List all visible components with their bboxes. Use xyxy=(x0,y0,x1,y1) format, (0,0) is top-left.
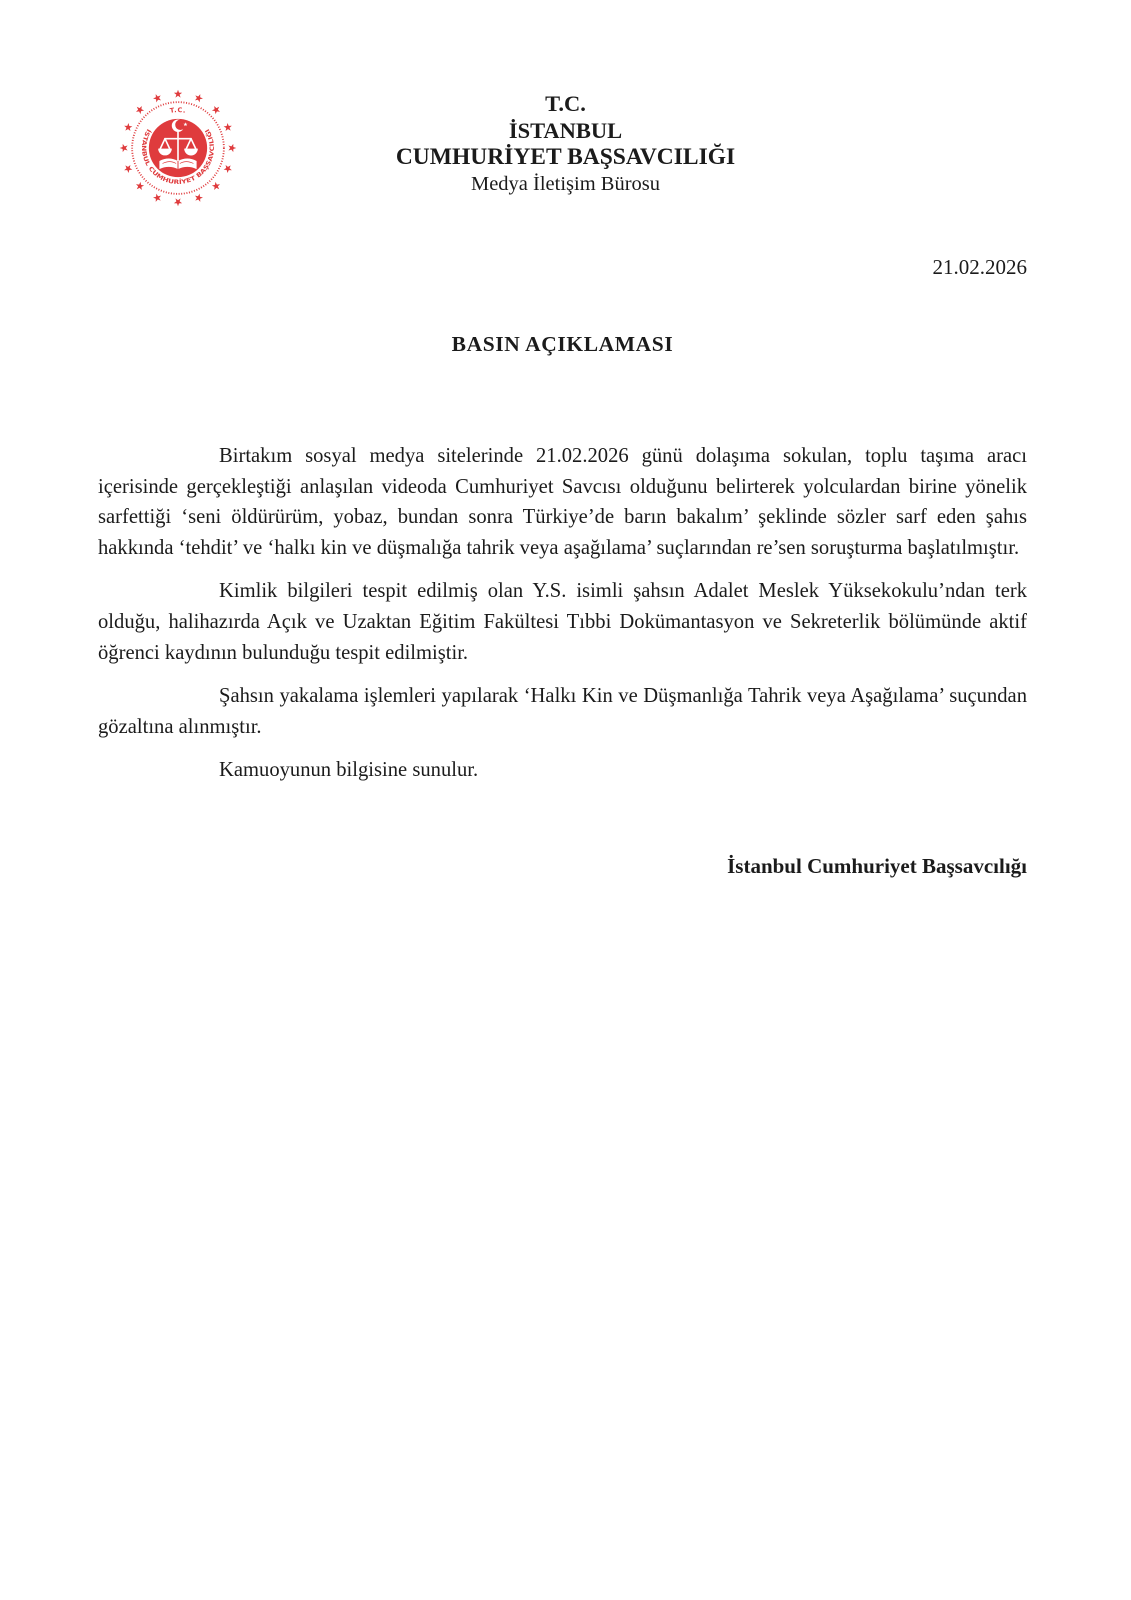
document-title: BASIN AÇIKLAMASI xyxy=(451,332,674,356)
seal-top-text-path: T.C. xyxy=(169,105,187,115)
seal-ring-text-path: İSTANBUL CUMHURİYET BAŞSAVCILIĞI xyxy=(140,127,216,186)
paragraph-investigation: Birtakım sosyal medya sitelerinde 21.02.2026 günü dolaşıma sokulan, toplu taşıma aracı içerisinde gerçekleştiği anlaşılan videoda Cumhuriyet Savcısı olduğunu belirterek yolculardan birine yönelik sarfettiği ‘seni öldürürüm, yobaz, bundan sonra Türkiye’de barın bakalım’ şeklinde sözler sarf eden şahıs hakkında ‘tehdit’ ve ‘halkı kin ve düşmalığa tahrik veya aşağılama’ suçlarından re’sen soruşturma başlatılmıştır. xyxy=(98,445,1027,559)
paragraph-detention: Şahsın yakalama işlemleri yapılarak ‘Halkı Kin ve Düşmanlığa Tahrik veya Aşağılama’ suçundan gözaltına alınmıştır. xyxy=(98,685,1027,738)
seal-top-text xyxy=(169,106,187,115)
letterhead-tc: T.C. xyxy=(545,91,586,116)
paragraph-identity: Kimlik bilgileri tespit edilmiş olan Y.S. isimli şahsın Adalet Meslek Yüksekokulu’ndan terk olduğu, halihazırda Açık ve Uzaktan Eğitim Fakültesi Tıbbi Dokümantasyon ve Sekreterlik bölümünde aktif öğrenci kaydının bulunduğu tespit edilmiştir. xyxy=(98,580,1027,664)
document-date: 21.02.2026 xyxy=(932,255,1027,279)
signature: İstanbul Cumhuriyet Başsavcılığı xyxy=(727,853,1027,878)
paragraph-closing: Kamuoyunun bilgisine sunulur. xyxy=(219,759,479,782)
letterhead-bureau: Medya İletişim Bürosu xyxy=(470,173,661,195)
document-body xyxy=(0,255,1131,879)
body-paragraphs xyxy=(98,441,1027,786)
letterhead-city: İSTANBUL xyxy=(508,118,623,143)
seal-svg xyxy=(116,86,240,210)
prosecutor-office-seal xyxy=(116,86,240,210)
letterhead-office: CUMHURİYET BAŞSAVCILIĞI xyxy=(395,144,736,170)
